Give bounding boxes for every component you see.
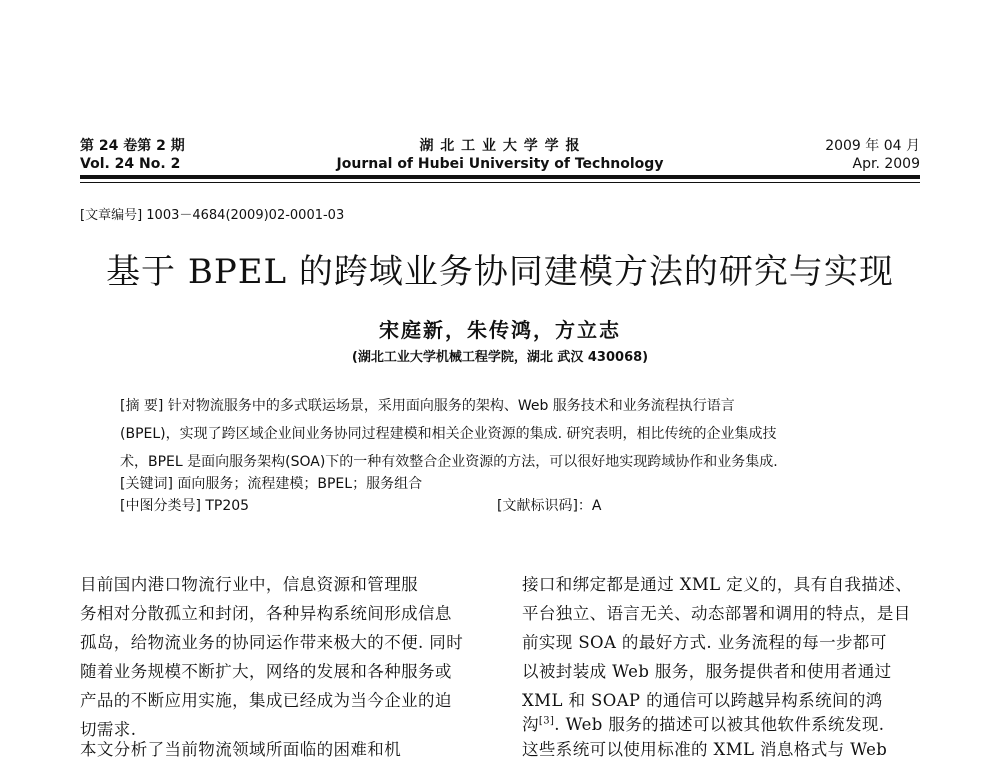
header-rule-thin bbox=[80, 182, 920, 183]
abstract-line: (BPEL)，实现了跨区域企业间业务协同过程建模和相关企业资源的集成. 研究表明，相比传统的企业集成技 bbox=[120, 426, 777, 442]
header-journal-en: Journal of Hubei University of Technology bbox=[336, 156, 664, 172]
header-journal-cn: 湖 北 工 业 大 学 学 报 bbox=[419, 138, 581, 154]
body-left-line: 产品的不断应用实施，集成已经成为当今企业的迫 bbox=[80, 691, 452, 710]
body-right-line: 平台独立、语言无关、动态部署和调用的特点，是目 bbox=[522, 604, 911, 623]
article-number: [文章编号] 1003－4684(2009)02-0001-03 bbox=[80, 208, 345, 223]
body-left-line: 本文分析了当前物流领域所面临的困难和机 bbox=[80, 740, 402, 759]
body-left-line: 目前国内港口物流行业中，信息资源和管理服 bbox=[80, 575, 418, 594]
body-left-line: 孤岛，给物流业务的协同运作带来极大的不便. 同时 bbox=[80, 633, 464, 652]
abstract-line: 术，BPEL 是面向服务架构(SOA)下的一种有效整合企业资源的方法，可以很好地实现跨域协作和业务集成. bbox=[120, 454, 778, 470]
citation-ref[interactable]: [3] bbox=[538, 715, 555, 727]
paper-affiliation: (湖北工业大学机械工程学院，湖北 武汉 430068) bbox=[351, 350, 649, 365]
header-date-cn: 2009 年 04 月 bbox=[825, 138, 920, 154]
body-right-line: 接口和绑定都是通过 XML 定义的，具有自我描述、 bbox=[522, 575, 913, 594]
paper-title: 基于 BPEL 的跨域业务协同建模方法的研究与实现 bbox=[106, 252, 894, 292]
body-right-line: XML 和 SOAP 的通信可以跨越异构系统间的鸿 bbox=[522, 691, 883, 710]
paper-authors: 宋庭新，朱传鸿，方立志 bbox=[379, 318, 621, 342]
body-left-line: 务相对分散孤立和封闭，各种异构系统间形成信息 bbox=[80, 604, 452, 623]
classification-number: [中图分类号] TP205 bbox=[120, 498, 250, 514]
abstract-line: [摘 要] 针对物流服务中的多式联运场景，采用面向服务的架构、Web 服务技术和业务流程执行语言 bbox=[120, 398, 735, 414]
body-right-line-citation bbox=[522, 711, 922, 735]
header-date-en: Apr. 2009 bbox=[852, 156, 920, 172]
header-volume-cn: 第 24 卷第 2 期 bbox=[80, 138, 185, 154]
body-right-line: 前实现 SOA 的最好方式. 业务流程的每一步都可 bbox=[522, 633, 887, 652]
header-volume-en: Vol. 24 No. 2 bbox=[80, 156, 181, 172]
document-code: [文献标识码]：A bbox=[497, 498, 602, 514]
body-right-text: . Web 服务的描述可以被其他软件系统发现. bbox=[554, 715, 885, 734]
body-right-line: 这些系统可以使用标准的 XML 消息格式与 Web bbox=[522, 740, 888, 759]
body-left-line: 随着业务规模不断扩大，网络的发展和各种服务或 bbox=[80, 662, 452, 681]
body-left-line: 切需求. bbox=[80, 720, 137, 739]
header-rule-thick bbox=[80, 175, 920, 179]
body-right-line: 以被封装成 Web 服务，服务提供者和使用者通过 bbox=[522, 662, 892, 681]
body-right-text: 沟 bbox=[522, 715, 539, 734]
keywords: [关键词] 面向服务；流程建模；BPEL；服务组合 bbox=[120, 476, 423, 492]
